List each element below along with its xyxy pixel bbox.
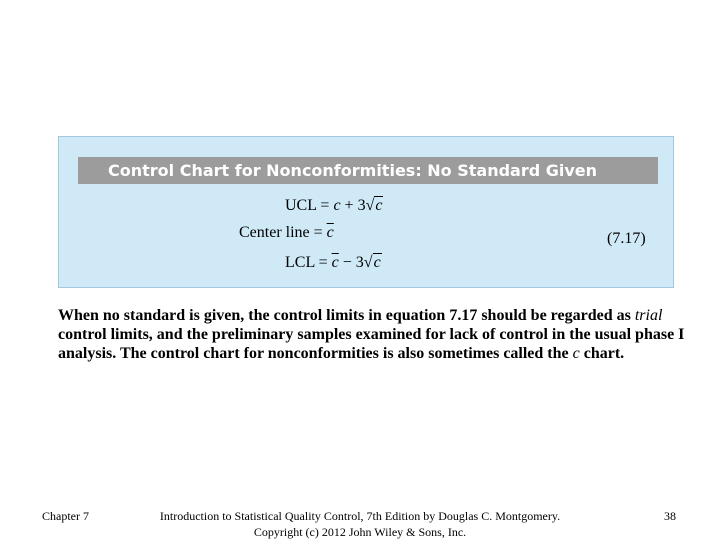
paragraph-line-2: control limits, and the preliminary samples examined for lack of control in the usual phase I xyxy=(58,326,685,343)
ucl-radicand: c xyxy=(375,197,383,214)
trial-italic: trial xyxy=(634,307,663,324)
paragraph-line-3 xyxy=(58,344,680,363)
definition-box xyxy=(58,136,674,288)
lcl-label: LCL xyxy=(285,254,315,271)
footer-citation-line-2: Copyright (c) 2012 John Wiley & Sons, Inc. xyxy=(253,525,467,539)
paragraph-line-1 xyxy=(58,306,680,325)
paragraph-line-1-text: When no standard is given, the control limits in equation 7.17 should be regarded as xyxy=(58,307,631,324)
c-italic: c xyxy=(572,345,580,362)
lcl-minus-three: − 3 xyxy=(342,254,364,271)
center-line-c-bar: $\overline{c}$ xyxy=(326,224,334,241)
lcl-sqrt: √c xyxy=(363,254,381,271)
lcl-equation xyxy=(285,254,382,272)
equation-number: (7.17) xyxy=(607,230,646,247)
footer-citation-line-1: Introduction to Statistical Quality Control, 7th Edition by Douglas C. Montgomery. xyxy=(159,509,561,523)
center-line-label: Center line xyxy=(239,224,310,241)
ucl-label: UCL xyxy=(285,197,317,214)
box-title: Control Chart for Nonconformities: No Standard Given xyxy=(78,157,658,184)
lcl-equals: = xyxy=(318,254,328,271)
center-line-equation xyxy=(239,224,334,242)
center-line-equals: = xyxy=(313,224,323,241)
footer-citation xyxy=(150,508,570,540)
body-paragraph xyxy=(58,306,685,363)
lcl-c-bar: $\overline{c}$ xyxy=(331,254,339,271)
ucl-plus-three: + 3 xyxy=(344,197,366,214)
paragraph-line-3b: chart. xyxy=(583,345,625,362)
ucl-equation xyxy=(285,197,383,215)
ucl-c: c xyxy=(333,197,341,214)
lcl-radicand: c xyxy=(373,254,381,271)
paragraph-line-3a: analysis. The control chart for nonconformities is also sometimes called the xyxy=(58,345,569,362)
ucl-equals: = xyxy=(320,197,330,214)
ucl-sqrt: √c xyxy=(365,197,383,214)
footer-page-number: 38 xyxy=(664,509,676,523)
footer-chapter: Chapter 7 xyxy=(42,509,89,523)
